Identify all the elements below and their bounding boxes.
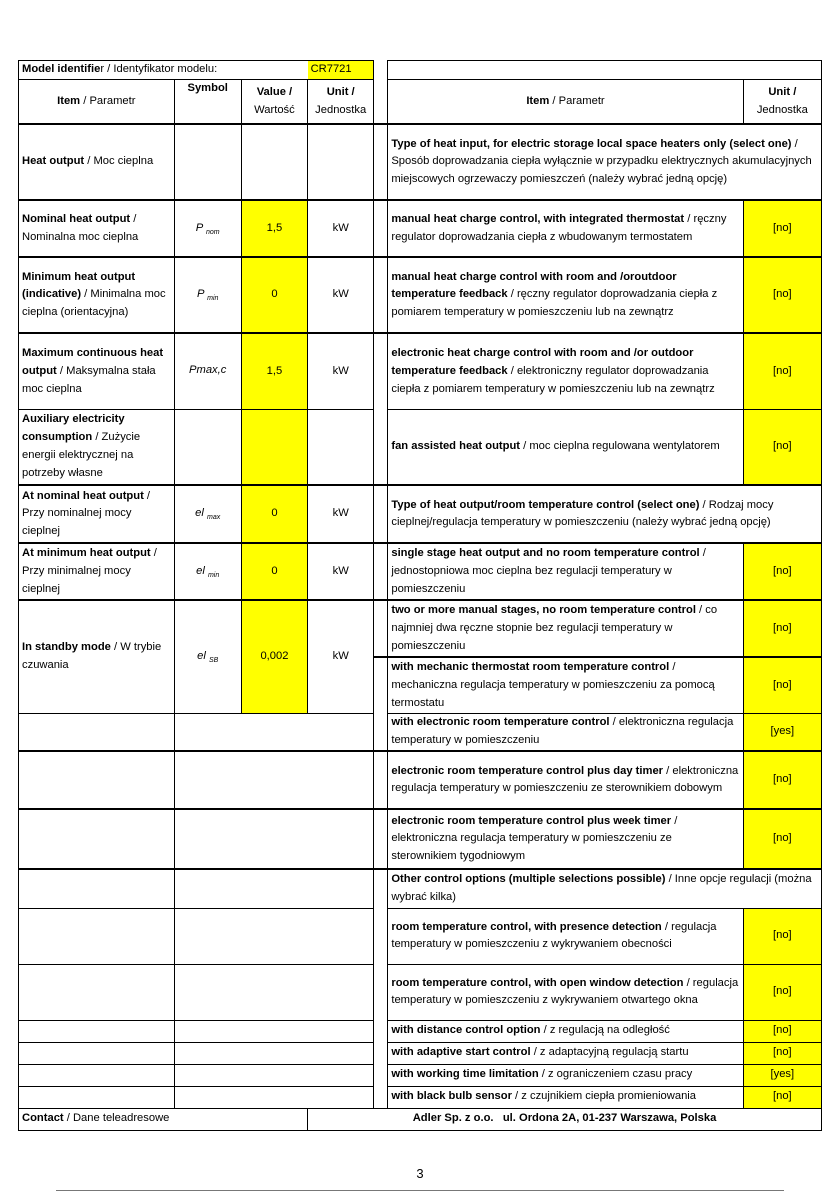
left-symbol <box>174 409 241 485</box>
table-row <box>19 257 822 333</box>
unit-header-right: Unit / Jednostka <box>743 79 821 124</box>
table-row <box>19 1064 822 1086</box>
left-symbol: el $_{SB}$ <box>174 600 241 713</box>
left-empty-span <box>174 1086 374 1108</box>
right-item: Type of heat input, for electric storage local space heaters only (select one) / Sposób doprowadzania ciepła wyłącznie w przypadku elektrycznych akumulacyjnych miejscowych ogrzewaczy pomieszczeń (należy wybrać jedną opcję) <box>388 124 822 200</box>
left-value: 1,5 <box>241 200 307 257</box>
left-item: Heat output / Moc cieplna <box>19 124 175 200</box>
table-row <box>19 809 822 869</box>
model-row <box>19 61 822 80</box>
left-item: At nominal heat output / Przy nominalnej mocy cieplnej <box>19 485 175 543</box>
right-item: Other control options (multiple selections possible) / Inne opcje regulacji (można wybrać kilka) <box>388 869 822 908</box>
right-item: with adaptive start control / z adaptacyjną regulacją startu <box>388 1042 743 1064</box>
table-row <box>19 409 822 485</box>
contact-value: Adler Sp. z o.o. ul. Ordona 2A, 01-237 Warszawa, Polska <box>308 1108 822 1130</box>
left-symbol: el $_{max}$ <box>174 485 241 543</box>
left-symbol: Pmax,c <box>174 333 241 409</box>
left-symbol: P $_{min}$ <box>174 257 241 333</box>
right-unit-value: [no] <box>743 543 821 600</box>
left-value <box>241 124 307 200</box>
table-row <box>19 713 822 751</box>
right-unit-value: [no] <box>743 1086 821 1108</box>
right-item: with distance control option / z regulacją na odległość <box>388 1020 743 1042</box>
left-symbol: P $_{nom}$ <box>174 200 241 257</box>
left-symbol <box>174 124 241 200</box>
table-row <box>19 908 822 964</box>
right-unit-value: [no] <box>743 200 821 257</box>
left-empty-span <box>174 751 374 809</box>
left-unit: kW <box>308 200 374 257</box>
left-unit: kW <box>308 543 374 600</box>
left-unit <box>308 124 374 200</box>
table-row <box>19 1042 822 1064</box>
table-row <box>19 485 822 543</box>
right-unit-value: [no] <box>743 809 821 869</box>
right-unit-value: [no] <box>743 964 821 1020</box>
right-item: electronic room temperature control plus day timer / elektroniczna regulacja temperatury w pomieszczeniu ze sterownikiem dobowym <box>388 751 743 809</box>
left-empty-span <box>174 908 374 964</box>
left-empty-span <box>174 713 374 751</box>
right-unit-value: [no] <box>743 600 821 657</box>
table-row <box>19 200 822 257</box>
right-unit-value: [no] <box>743 409 821 485</box>
right-unit-value: [yes] <box>743 1064 821 1086</box>
left-unit: kW <box>308 485 374 543</box>
right-item: fan assisted heat output / moc cieplna regulowana wentylatorem <box>388 409 743 485</box>
item-header: Item / Parametr <box>19 79 175 124</box>
table-row <box>19 869 822 908</box>
left-value: 1,5 <box>241 333 307 409</box>
left-empty <box>19 1020 175 1042</box>
right-item: manual heat charge control with room and /oroutdoor temperature feedback / ręczny regulator doprowadzania ciepła z pomiarem temperatury w pomieszczeniu lub na zewnątrz <box>388 257 743 333</box>
right-unit-value: [no] <box>743 257 821 333</box>
right-unit-value: [no] <box>743 1020 821 1042</box>
left-empty-span <box>174 869 374 908</box>
model-label: Model identifier / Identyfikator modelu: <box>19 61 308 80</box>
right-unit-value: [yes] <box>743 713 821 751</box>
left-value: 0 <box>241 485 307 543</box>
unit-header-left: Unit / Jednostka <box>308 79 374 124</box>
left-empty-span <box>174 1064 374 1086</box>
contact-row <box>19 1108 822 1130</box>
right-item: electronic heat charge control with room and /or outdoor temperature feedback / elektroniczny regulator doprowadzania ciepła z pomiarem temperatury w pomieszczeniu lub na zewnątrz <box>388 333 743 409</box>
left-item: Auxiliary electricity consumption / Zużycie energii elektrycznej na potrzeby własne <box>19 409 175 485</box>
left-value: 0 <box>241 543 307 600</box>
model-value: CR7721 <box>308 61 374 80</box>
left-item: Minimum heat output (indicative) / Minimalna moc cieplna (orientacyjna) <box>19 257 175 333</box>
left-value <box>241 409 307 485</box>
left-empty-span <box>174 964 374 1020</box>
left-empty <box>19 1086 175 1108</box>
table-row <box>19 124 822 200</box>
table-row <box>19 751 822 809</box>
left-empty <box>19 1042 175 1064</box>
left-empty <box>19 809 175 869</box>
left-empty <box>19 713 175 751</box>
right-item: room temperature control, with presence detection / regulacja temperatury w pomieszczeniu z wykrywaniem obecności <box>388 908 743 964</box>
right-item: with black bulb sensor / z czujnikiem ciepła promieniowania <box>388 1086 743 1108</box>
right-unit-value: [no] <box>743 657 821 713</box>
left-unit: kW <box>308 257 374 333</box>
value-header: Value / Wartość <box>241 79 307 124</box>
right-item: Type of heat output/room temperature control (select one) / Rodzaj mocy cieplnej/regulacja temperatury w pomieszczeniu (należy wybrać jedną opcję) <box>388 485 822 543</box>
symbol-header: Symbol <box>174 79 241 124</box>
right-unit-value: [no] <box>743 333 821 409</box>
left-item: At minimum heat output / Przy minimalnej mocy cieplnej <box>19 543 175 600</box>
left-empty <box>19 869 175 908</box>
right-item: electronic room temperature control plus week timer / elektroniczna regulacja temperatury w pomieszczeniu ze sterownikiem tygodniowym <box>388 809 743 869</box>
left-unit <box>308 409 374 485</box>
right-unit-value: [no] <box>743 908 821 964</box>
left-empty <box>19 908 175 964</box>
left-value: 0 <box>241 257 307 333</box>
left-item: Maximum continuous heat output / Maksymalna stała moc cieplna <box>19 333 175 409</box>
left-empty-span <box>174 1020 374 1042</box>
table-row <box>19 1086 822 1108</box>
left-value: 0,002 <box>241 600 307 713</box>
left-empty <box>19 751 175 809</box>
left-item: In standby mode / W trybie czuwania <box>19 600 175 713</box>
right-item: with mechanic thermostat room temperature control / mechaniczna regulacja temperatury w pomieszczeniu za pomocą termostatu <box>388 657 743 713</box>
right-item: single stage heat output and no room temperature control / jednostopniowa moc cieplna bez regulacji temperatury w pomieszczeniu <box>388 543 743 600</box>
column-header-row <box>19 79 822 124</box>
right-item: two or more manual stages, no room temperature control / co najmniej dwa ręczne stopnie bez regulacji temperatury w pomieszczeniu <box>388 600 743 657</box>
contact-label: Contact / Dane teleadresowe <box>19 1108 308 1130</box>
left-unit: kW <box>308 600 374 713</box>
right-unit-value: [no] <box>743 751 821 809</box>
table-row <box>19 333 822 409</box>
table-row <box>19 964 822 1020</box>
left-symbol: el $_{min}$ <box>174 543 241 600</box>
left-empty <box>19 964 175 1020</box>
right-item: with working time limitation / z ograniczeniem czasu pracy <box>388 1064 743 1086</box>
table-row <box>19 1020 822 1042</box>
left-item: Nominal heat output / Nominalna moc cieplna <box>19 200 175 257</box>
item-header-right: Item / Parametr <box>388 79 743 124</box>
left-empty-span <box>174 1042 374 1064</box>
left-empty-span <box>174 809 374 869</box>
right-item: room temperature control, with open window detection / regulacja temperatury w pomieszczeniu z wykrywaniem otwartego okna <box>388 964 743 1020</box>
left-empty <box>19 1064 175 1086</box>
table-row <box>19 600 822 657</box>
left-unit: kW <box>308 333 374 409</box>
right-item: manual heat charge control, with integrated thermostat / ręczny regulator doprowadzania ciepła z wbudowanym termostatem <box>388 200 743 257</box>
right-item: with electronic room temperature control / elektroniczna regulacja temperatury w pomieszczeniu <box>388 713 743 751</box>
page-number: 3 <box>416 1166 424 1181</box>
right-unit-value: [no] <box>743 1042 821 1064</box>
table-row <box>19 543 822 600</box>
ecodesign-info-table <box>18 60 822 1131</box>
